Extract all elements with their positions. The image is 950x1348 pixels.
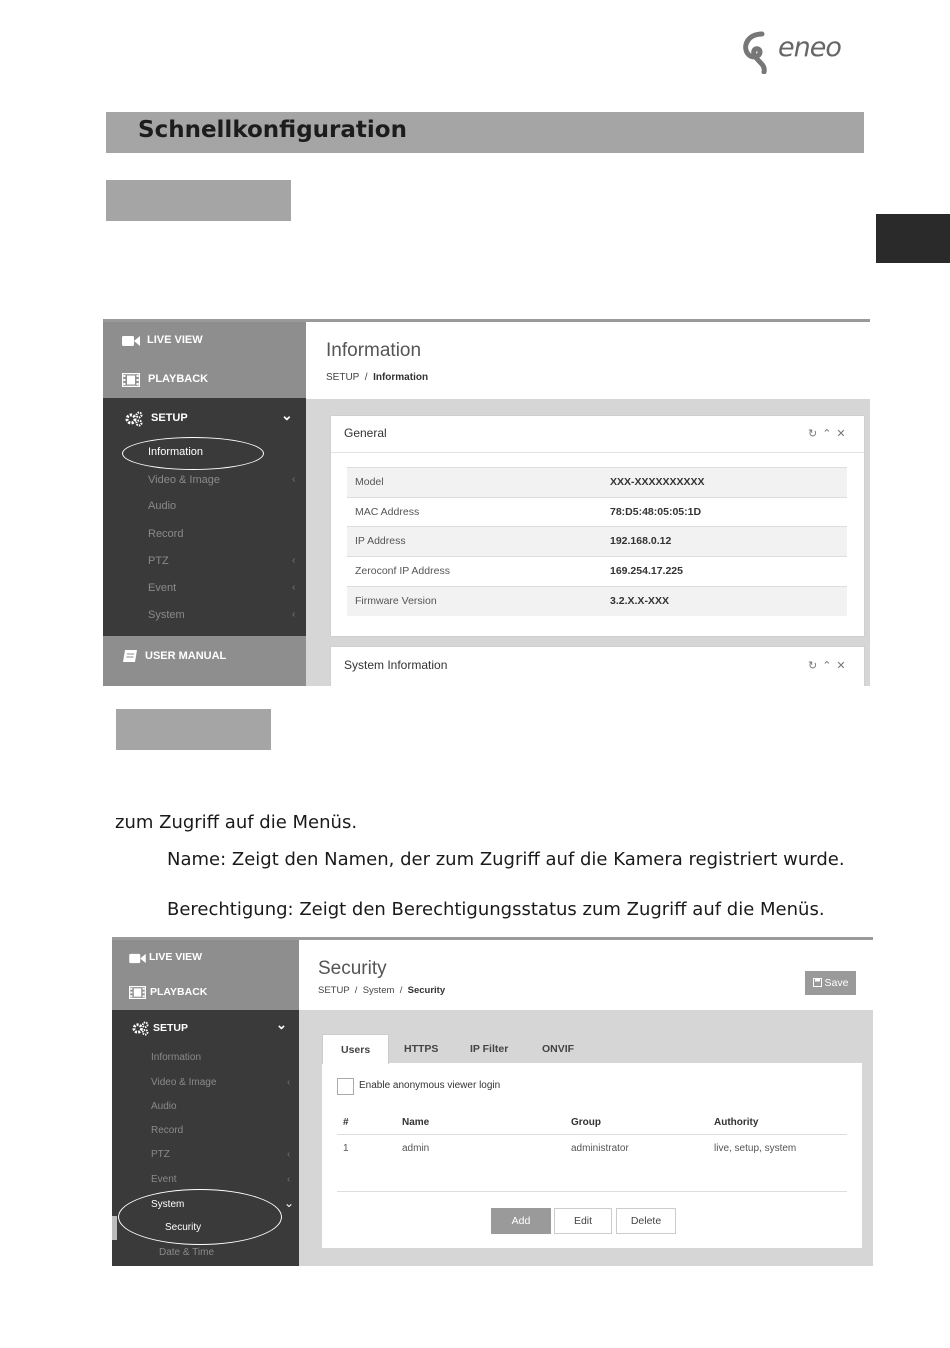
gears-icon <box>125 411 143 427</box>
breadcrumb-root[interactable]: SETUP <box>326 372 360 383</box>
nav-sub-ptz[interactable]: PTZ <box>148 555 169 567</box>
info-value: 78:D5:48:05:05:1D <box>610 506 702 518</box>
nav-playback-label: PLAYBACK <box>148 373 209 385</box>
section-heading-bar <box>106 112 864 153</box>
tab-onvif[interactable]: ONVIF <box>542 1043 575 1055</box>
nav-sub-audio[interactable]: Audio <box>151 1101 177 1112</box>
film-icon <box>122 373 140 387</box>
info-key: MAC Address <box>355 506 420 518</box>
system-information-title: System Information <box>344 658 448 672</box>
nav-setup-label: SETUP <box>151 412 188 424</box>
page-title: Information <box>326 340 422 361</box>
chevron-left-icon: ‹ <box>287 1149 291 1160</box>
anonymous-login-label: Enable anonymous viewer login <box>359 1080 501 1091</box>
nav-playback-label: PLAYBACK <box>150 986 208 998</box>
highlight-ellipse <box>122 437 264 470</box>
breadcrumb-separator: / <box>364 372 368 383</box>
nav-sub-ptz[interactable]: PTZ <box>151 1149 170 1160</box>
column-header-group: Group <box>571 1117 601 1128</box>
chapter-tab <box>876 214 950 263</box>
screenshot-information <box>103 319 870 686</box>
breadcrumb-separator: / <box>399 985 403 996</box>
general-card <box>330 415 865 637</box>
general-card-title: General <box>344 426 387 440</box>
chevron-down-icon: ⌄ <box>281 407 293 423</box>
info-key: IP Address <box>355 535 406 547</box>
system-information-card <box>330 646 865 686</box>
table-bottom-divider <box>337 1191 847 1192</box>
nav-setup[interactable] <box>112 1013 299 1043</box>
nav-setup[interactable] <box>103 401 306 435</box>
section-heading: Schnellkonfiguration <box>138 117 407 143</box>
nav-playback[interactable] <box>103 361 306 397</box>
chevron-left-icon: ‹ <box>292 582 296 593</box>
chevron-down-icon: ⌄ <box>276 1017 287 1032</box>
definition-name: Name: Zeigt den Namen, der zum Zugriff auf die Kamera registriert wurde. <box>167 849 845 870</box>
column-header-authority: Authority <box>714 1117 759 1128</box>
chevron-down-icon: ⌄ <box>284 1196 295 1210</box>
page-title: Security <box>318 958 387 979</box>
card-divider <box>331 452 864 453</box>
cell-name: admin <box>402 1143 430 1154</box>
subheading-placeholder-2 <box>116 709 271 750</box>
active-indicator <box>112 1216 117 1240</box>
nav-sub-information[interactable]: Information <box>151 1052 202 1063</box>
card-tools-icons[interactable]: ↻⌃✕ <box>808 660 851 672</box>
video-camera-icon <box>129 953 146 964</box>
nav-sub-date-time[interactable]: Date & Time <box>159 1247 215 1258</box>
tab-https[interactable]: HTTPS <box>404 1043 439 1055</box>
anonymous-login-checkbox[interactable] <box>337 1078 354 1095</box>
nav-sub-security[interactable]: Security <box>165 1222 202 1233</box>
column-header-name: Name <box>402 1117 430 1128</box>
nav-live-view-label: LIVE VIEW <box>149 951 203 963</box>
highlight-ellipse <box>118 1189 282 1245</box>
chevron-left-icon: ‹ <box>287 1174 291 1185</box>
add-button[interactable]: Add <box>491 1208 551 1234</box>
info-value: 3.2.X.X-XXX <box>610 595 669 607</box>
subheading-placeholder-1 <box>106 180 291 221</box>
info-key: Model <box>355 476 384 488</box>
info-value: XXX-XXXXXXXXXX <box>610 476 705 488</box>
nav-sub-event[interactable]: Event <box>148 582 177 594</box>
delete-button[interactable]: Delete <box>616 1208 676 1234</box>
nav-sub-system[interactable]: System <box>148 609 185 621</box>
definition-authority: Berechtigung: Zeigt den Berechtigungsstatus zum Zugriff auf die Menüs. <box>167 899 825 920</box>
info-value: 192.168.0.12 <box>610 535 672 547</box>
breadcrumb-current: Information <box>373 372 429 383</box>
column-header-number: # <box>343 1117 349 1128</box>
info-key: Zeroconf IP Address <box>355 565 450 577</box>
nav-sub-video-image[interactable]: Video & Image <box>148 474 220 486</box>
nav-setup-label: SETUP <box>153 1022 189 1034</box>
info-row <box>347 467 847 497</box>
breadcrumb-separator: / <box>354 985 358 996</box>
nav-live-view-label: LIVE VIEW <box>147 334 203 346</box>
info-row <box>347 556 847 586</box>
save-button[interactable] <box>805 971 856 995</box>
nav-sub-audio[interactable]: Audio <box>148 500 177 512</box>
save-button-label: Save <box>824 977 849 989</box>
video-camera-icon <box>122 335 140 347</box>
gears-icon <box>132 1021 149 1036</box>
cell-number: 1 <box>343 1143 349 1154</box>
nav-user-manual[interactable] <box>103 639 306 675</box>
brand-name: eneo <box>778 32 841 63</box>
info-row <box>347 497 847 527</box>
breadcrumb <box>326 372 428 383</box>
cell-group: administrator <box>571 1143 629 1154</box>
nav-live-view[interactable] <box>112 943 299 975</box>
breadcrumb-current: Security <box>407 985 446 996</box>
floppy-disk-icon <box>813 978 822 987</box>
nav-user-manual-label: USER MANUAL <box>145 650 227 662</box>
chevron-left-icon: ‹ <box>292 474 296 485</box>
book-icon <box>122 649 138 663</box>
cell-authority: live, setup, system <box>714 1143 797 1154</box>
edit-button[interactable]: Edit <box>554 1208 612 1234</box>
nav-sub-event[interactable]: Event <box>151 1174 177 1185</box>
chevron-left-icon: ‹ <box>292 609 296 620</box>
logo-swirl-icon <box>740 30 780 74</box>
screenshot-security <box>112 937 873 1266</box>
info-key: Firmware Version <box>355 595 437 607</box>
nav-live-view[interactable] <box>103 322 306 360</box>
tab-users[interactable]: Users <box>322 1034 389 1064</box>
paragraph-line: zum Zugriff auf die Menüs. <box>115 812 358 833</box>
film-icon <box>129 986 146 999</box>
breadcrumb <box>318 985 445 996</box>
nav-sub-system[interactable]: System <box>151 1199 185 1210</box>
info-value: 169.254.17.225 <box>610 565 683 577</box>
nav-playback[interactable] <box>112 977 299 1009</box>
nav-sub-record[interactable]: Record <box>148 528 184 540</box>
chevron-left-icon: ‹ <box>287 1077 291 1088</box>
breadcrumb-system[interactable]: System <box>362 985 395 996</box>
breadcrumb-root[interactable]: SETUP <box>318 985 350 996</box>
info-row <box>347 586 847 616</box>
nav-sub-record[interactable]: Record <box>151 1125 184 1136</box>
info-row <box>347 526 847 556</box>
tab-ip-filter[interactable]: IP Filter <box>470 1043 509 1055</box>
card-tools-icons[interactable]: ↻⌃✕ <box>808 428 851 440</box>
table-row[interactable] <box>337 1135 847 1161</box>
chevron-left-icon: ‹ <box>292 555 296 566</box>
nav-sub-information[interactable]: Information <box>148 446 204 458</box>
nav-sub-video-image[interactable]: Video & Image <box>151 1077 217 1088</box>
